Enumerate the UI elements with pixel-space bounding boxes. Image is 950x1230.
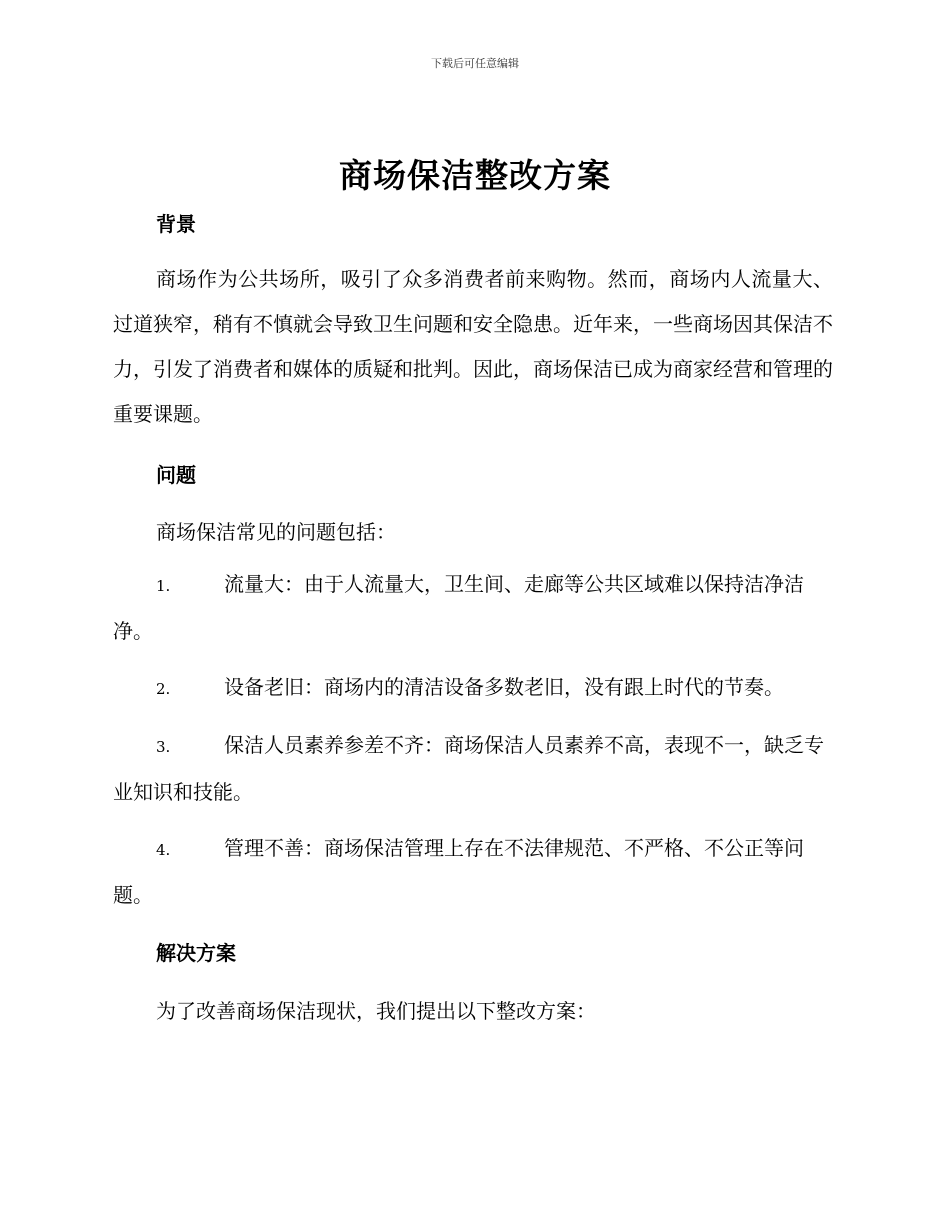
- list-item-number: 3.: [156, 738, 171, 756]
- section-heading-solutions: 解决方案: [156, 941, 236, 965]
- problem-list-item: [113, 826, 833, 918]
- list-item-text: 保洁人员素养参差不齐：商场保洁人员素养不高，表现不一，缺乏专业知识和技能。: [113, 733, 824, 804]
- problem-list-item: [113, 562, 833, 654]
- list-item-text: 管理不善：商场保洁管理上存在不法律规范、不严格、不公正等问题。: [113, 836, 804, 907]
- document-title: 商场保洁整改方案: [339, 156, 611, 195]
- problem-list-item: [113, 665, 833, 712]
- problems-intro: 商场保洁常见的问题包括：: [156, 520, 396, 544]
- list-item-text: 流量大：由于人流量大，卫生间、走廊等公共区域难以保持洁净洁净。: [113, 572, 804, 643]
- list-item-number: 2.: [156, 680, 171, 698]
- page-header-note: 下载后可任意编辑: [431, 57, 519, 70]
- list-item-number: 4.: [156, 841, 171, 859]
- background-paragraph: 商场作为公共场所，吸引了众多消费者前来购物。然而，商场内人流量大、过道狭窄，稍有不慎就会导致卫生问题和安全隐患。近年来，一些商场因其保洁不力，引发了消费者和媒体的质疑和批判。因此，商场保洁已成为商家经营和管理的重要课题。: [113, 267, 833, 426]
- section-heading-problems: 问题: [156, 463, 196, 487]
- list-item-number: 1.: [156, 577, 171, 595]
- section-heading-background: 背景: [156, 212, 196, 236]
- problem-list-item: [113, 723, 833, 815]
- solutions-intro: 为了改善商场保洁现状，我们提出以下整改方案：: [156, 999, 596, 1023]
- list-item-text: 设备老旧：商场内的清洁设备多数老旧，没有跟上时代的节奏。: [224, 675, 784, 699]
